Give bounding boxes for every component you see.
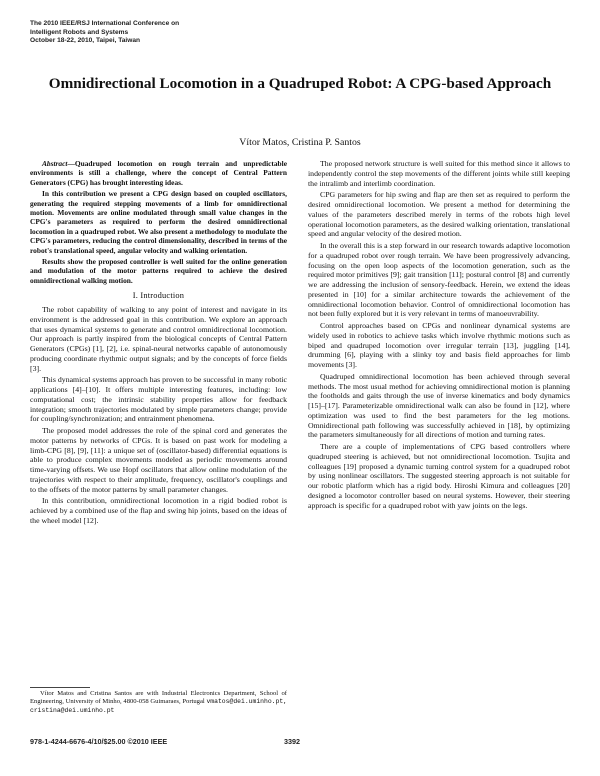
footnote-email-2: cristina@dei.uminho.pt bbox=[30, 706, 115, 714]
conference-header-line-2: Intelligent Robots and Systems bbox=[30, 28, 129, 36]
section-heading-introduction: I. Introduction bbox=[132, 291, 185, 301]
paper-authors: Vítor Matos, Cristina P. Santos bbox=[239, 137, 361, 148]
footnote-email-1: vmatos@dei.uminho.pt, bbox=[206, 698, 288, 706]
right-paragraph-1: The proposed network structure is well suited for this method since it allows to independently control the step movements of the different joints while still keeping the intralimb and interlimb coordination. bbox=[308, 159, 570, 188]
right-paragraph-3: In the overall this is a step forward in our research towards adaptive locomotion for a quadruped robot over rough terrain. We have been progressively advancing, focusing on the open loop aspects of the locomotion generation, such as the required motor primitives [9]; gait transition [11]; postural control [8] and currently we are addressing the inclusion of sensory-feedback. Herein, we extend the ideas presented in [10] for a similar architecture towards the achievement of the omnidirectional locomotion behavior. Control of omnidirectional locomotion has not been fully explored but it is very relevant in terms of manoeuvrability. bbox=[308, 241, 570, 319]
right-paragraph-6: There are a couple of implementations of CPG based controllers where quadruped steering is achieved, but not omnidirectional locomotion. Tsujita and colleagues [19] proposed a dynamic turning control system for a quadruped robot by using nonlinear oscillators. The suggested steering approach is not suitable for our robotic platform which has a rigid body. Hiroshi Kimura and colleagues [20] designed a locomotor controller based on neural systems. However, their steering approach is specific for a quadruped robot with yaw joints on the legs. bbox=[308, 442, 570, 510]
abstract-paragraph-3: Results show the proposed controller is well suited for the online generation and modulation of the motor patterns required to achieve the desired omnidirectional walking motion. bbox=[30, 257, 287, 285]
right-paragraph-2: CPG parameters for hip swing and flap are then set as required to perform the desired omnidirectional locomotion. We present a method for determining the values of the parameters described merely in terms of the robots high level operational locomotion parameters, as the desired walking orientation, translational speed and angular velocity of the desired motion. bbox=[308, 190, 570, 239]
conference-header-line-1: The 2010 IEEE/RSJ International Conference on bbox=[30, 20, 180, 27]
abstract-paragraph-1 bbox=[30, 159, 287, 187]
footnote-divider bbox=[30, 687, 90, 688]
paper-title: Omnidirectional Locomotion in a Quadruped Robot: A CPG-based Approach bbox=[48, 75, 552, 92]
right-column bbox=[308, 159, 570, 512]
right-paragraph-4: Control approaches based on CPGs and nonlinear dynamical systems are widely used in robotics to achieve tasks which involve rhythmic motions such as biped and quadruped locomotion over irregular terrain [13], juggling [14], drumming [6], playing with a slinky toy and basis field approaches for limb movements [3]. bbox=[308, 321, 570, 369]
abstract-paragraph-2: In this contribution we present a CPG design based on coupled oscillators, generating the required stepping movements of a limb for omnidirectional motion. Movements are online modulated through small value changes in the CPG's parameters as required to perform the desired omnidirectional locomotion in a quadruped robot. We also present a methodology to modulate the CPG's parameters, reducing the control dimensionality, described in terms of the robot's translational speed, angular velocity and walking orientation. bbox=[30, 189, 287, 255]
page-number: 3392 bbox=[284, 737, 300, 746]
right-paragraph-5: Quadruped omnidirectional locomotion has been achieved through several methods. The most usual method for achieving omnidirectional motion is planning the footholds and gaits through the use of inverse kinematics and body dynamics [15]–[17]. Parameterizable omnidirectional walk can also be found in [12], where optimization was used to find the best parameters for the leg motions. Omnidirectional path following was successfully achieved in [18], by optimizing the parameters simultaneously for all directions of motion and turning rates. bbox=[308, 371, 570, 440]
footnote-text: Vítor Matos and Cristina Santos are with Industrial Electronics Department, School of Engineering, University of Minho, 4800-058 Guimaraes, Portugal bbox=[30, 690, 287, 706]
abstract-text-1: Quadruped locomotion on rough terrain and unpredictable environments is still a challenge, where the concept of Central Pattern Generators (CPG) has brought interesting ideas. bbox=[30, 159, 287, 187]
abstract-label: Abstract bbox=[42, 159, 68, 168]
conference-header-line-3: October 18-22, 2010, Taipei, Taiwan bbox=[30, 37, 141, 45]
intro-paragraph-4: In this contribution, omnidirectional locomotion in a rigid bodied robot is achieved by a combined use of the flap and swing hip joints, based on the ideas of the wheel model [12]. bbox=[30, 496, 287, 525]
intro-paragraph-3: The proposed model addresses the role of the spinal cord and generates the motor patterns by networks of CPGs. It is based on past work for modeling a limb-CPG [8], [9], [11]: a unique set of (oscillator-based) differential equations is able to produce complex movements modeled as periodic movements around time-varying offsets. We use Hopf oscillators that allow online modulation of the trajectories with respect to their amplitude, frequency, oscillator's couplings and to the offsets of the motor patterns by small parameter changes. bbox=[30, 426, 287, 494]
intro-paragraph-1: The robot capability of walking to any point of interest and navigate in its environment is the addressed goal in this contribution. We explore an approach that uses dynamical systems to generate and control omnidirectional locomotion. Our approach is partly inspired from the biological concepts of Central Pattern Generators (CPGs) [1], [2], i.e. spinal-neural networks capable of autonomously producing coordinate rhythmic output signals; and by the concepts of force fields [3]. bbox=[30, 305, 287, 373]
intro-paragraph-2: This dynamical systems approach has proven to be successful in many robotic applications [4]–[10]. It offers multiple interesting features, including: low computational cost; the intrinsic stability properties allow for feedback integration; smooth trajectories modulated by simple parameters change; provide for coupling/synchronization; and entrainment phenomena. bbox=[30, 375, 287, 424]
isbn-copyright: 978-1-4244-6676-4/10/$25.00 ©2010 IEEE bbox=[30, 737, 168, 746]
left-column bbox=[30, 159, 287, 528]
conference-header bbox=[30, 20, 290, 46]
abstract-dash: — bbox=[67, 159, 75, 168]
author-affiliation-footnote bbox=[30, 690, 287, 715]
